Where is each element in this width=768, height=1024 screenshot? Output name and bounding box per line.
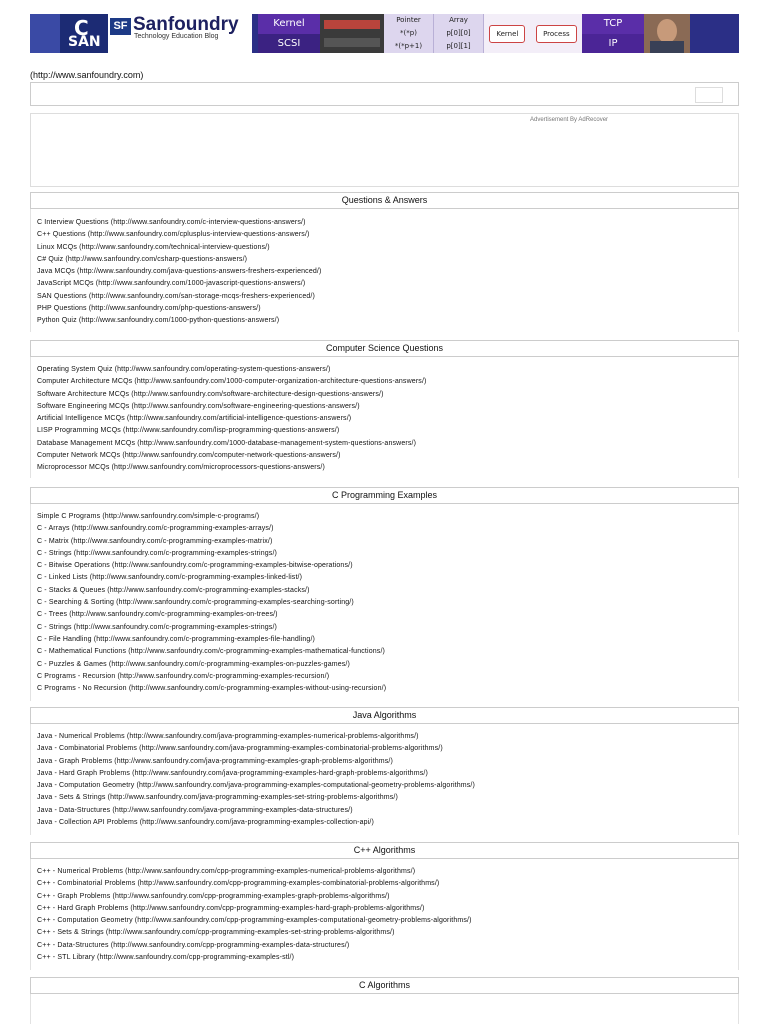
list-item[interactable]: JavaScript MCQs (http://www.sanfoundry.com/1000-javascript-questions-answers/) [37,280,306,288]
list-item[interactable]: C - Bitwise Operations (http://www.sanfoundry.com/c-programming-examples-bitwise-operations/) [37,562,353,570]
list-item[interactable]: Java - Sets & Strings (http://www.sanfoundry.com/java-programming-examples-set-string-problems-algorithms/) [37,794,398,802]
section-box [30,993,739,1024]
list-item[interactable]: C++ - Data-Structures (http://www.sanfoundry.com/cpp-programming-examples-data-structures/) [37,941,350,949]
ptr-cell: p[0][1] [434,40,484,53]
c-san-logo[interactable] [30,14,108,53]
scsi-label: SCSI [258,34,320,54]
site-banner[interactable] [30,14,739,53]
list-item[interactable]: Java - Numerical Problems (http://www.sanfoundry.com/java-programming-examples-numerical-problems-algorithms/) [37,733,419,740]
list-item[interactable]: Python Quiz (http://www.sanfoundry.com/1000-python-questions-answers/) [37,317,280,325]
section-heading: C Programming Examples [30,487,739,504]
kernel-box: Kernel [489,25,525,43]
list-item[interactable]: Java - Hard Graph Problems (http://www.sanfoundry.com/java-programming-examples-hard-graph-problems-algorithms/) [37,769,428,777]
section-link-list [37,217,322,328]
pointer-array-tile[interactable] [384,14,484,53]
list-item[interactable]: C# Quiz (http://www.sanfoundry.com/csharp-questions-answers/) [37,255,248,263]
list-item[interactable]: C - Searching & Sorting (http://www.sanfoundry.com/c-programming-examples-searching-sorting/) [37,599,354,607]
hardware-image [320,14,384,53]
list-item[interactable]: Computer Network MCQs (http://www.sanfoundry.com/computer-network-questions-answers/) [37,452,341,460]
list-item[interactable]: C++ - STL Library (http://www.sanfoundry.com/cpp-programming-examples-stl/) [37,954,295,962]
list-item[interactable]: C - Stacks & Queues (http://www.sanfoundry.com/c-programming-examples-stacks/) [37,586,310,594]
kernel-scsi-tile[interactable] [258,14,320,53]
list-item[interactable]: Simple C Programs (http://www.sanfoundry.com/simple-c-programs/) [37,513,260,520]
section-link-list [37,731,475,829]
list-item[interactable]: Java MCQs (http://www.sanfoundry.com/java-questions-answers-freshers-experienced/) [37,268,322,276]
sf-badge: SF [110,18,131,35]
list-item[interactable]: Java - Graph Problems (http://www.sanfoundry.com/java-programming-examples-graph-problems-algorithms/) [37,757,393,765]
list-item[interactable]: C - File Handling (http://www.sanfoundry.com/c-programming-examples-file-handling/) [37,635,316,643]
ad-label: Advertisement By AdRecover [530,117,609,123]
list-item[interactable]: C++ - Sets & Strings (http://www.sanfoundry.com/cpp-programming-examples-set-string-problems-algorithms/) [37,929,395,937]
list-item[interactable]: C - Linked Lists (http://www.sanfoundry.com/c-programming-examples-linked-list/) [37,574,303,582]
photo-face [657,19,677,43]
logo-c-text: C [74,16,89,40]
list-item[interactable]: C Interview Questions (http://www.sanfoundry.com/c-interview-questions-answers/) [37,219,306,226]
list-item[interactable]: Java - Computation Geometry (http://www.sanfoundry.com/java-programming-examples-computational-geometry-problems-algorithms/) [37,782,476,790]
section-link-list [37,364,427,475]
list-item[interactable]: C - Arrays (http://www.sanfoundry.com/c-programming-examples-arrays/) [37,525,274,533]
banner-fill [690,14,739,53]
list-item[interactable]: C - Puzzles & Games (http://www.sanfoundry.com/c-programming-examples-on-puzzles-games/) [37,660,351,668]
list-item[interactable]: Database Management MCQs (http://www.sanfoundry.com/1000-database-management-system-questions-answers/) [37,439,417,447]
list-item[interactable]: Artificial Intelligence MCQs (http://www.sanfoundry.com/artificial-intelligence-questions-answers/) [37,415,352,423]
list-item[interactable]: Java - Collection API Problems (http://www.sanfoundry.com/java-programming-examples-collection-api/) [37,819,374,827]
sanfoundry-logo[interactable] [108,14,252,53]
ptr-cell: *(*p+1) [384,40,434,53]
kernel-process-tile[interactable] [484,14,582,53]
list-item[interactable]: C Programs - Recursion (http://www.sanfoundry.com/c-programming-examples-recursion/) [37,672,330,680]
list-item[interactable]: C++ - Combinatorial Problems (http://www.sanfoundry.com/cpp-programming-examples-combinatorial-problems-algorithms/) [37,880,440,888]
tcp-ip-tile[interactable] [582,14,644,53]
section-heading: C++ Algorithms [30,842,739,859]
list-item[interactable]: C - Mathematical Functions (http://www.sanfoundry.com/c-programming-examples-mathematical-functions/) [37,648,386,656]
brand-tagline: Technology Education Blog [134,33,219,40]
list-item[interactable]: C++ - Hard Graph Problems (http://www.sanfoundry.com/cpp-programming-examples-hard-graph-problems-algorithms/) [37,904,425,912]
section-link-list [37,511,386,695]
list-item[interactable]: Java - Combinatorial Problems (http://www.sanfoundry.com/java-programming-examples-combinatorial-problems-algorithms/) [37,745,443,753]
ptr-cell: *(*p) [384,27,434,40]
list-item[interactable]: C - Trees (http://www.sanfoundry.com/c-programming-examples-on-trees/) [37,611,278,619]
author-photo[interactable] [644,14,690,53]
tcp-label: TCP [582,14,644,34]
logo-san-text: SAN [68,34,101,50]
list-item[interactable]: C++ - Numerical Problems (http://www.sanfoundry.com/cpp-programming-examples-numerical-problems-algorithms/) [37,868,416,875]
list-item[interactable]: C - Strings (http://www.sanfoundry.com/c-programming-examples-strings/) [37,549,278,557]
list-item[interactable]: C++ - Graph Problems (http://www.sanfoundry.com/cpp-programming-examples-graph-problems-algorithms/) [37,892,390,900]
list-item[interactable]: PHP Questions (http://www.sanfoundry.com/php-questions-answers/) [37,305,261,313]
section-heading: Questions & Answers [30,192,739,209]
list-item[interactable]: Java - Data-Structures (http://www.sanfoundry.com/java-programming-examples-data-structures/) [37,806,353,814]
list-item[interactable]: Software Engineering MCQs (http://www.sanfoundry.com/software-engineering-questions-answers/) [37,402,360,410]
search-button[interactable] [695,87,723,103]
hardware-bar-grey [324,38,380,47]
list-item[interactable]: C++ - Computation Geometry (http://www.sanfoundry.com/cpp-programming-examples-computational-geometry-problems-algorithms/) [37,917,472,925]
list-item[interactable]: Linux MCQs (http://www.sanfoundry.com/technical-interview-questions/) [37,243,270,251]
site-url-link[interactable]: (http://www.sanfoundry.com) [30,70,144,80]
search-bar[interactable] [30,82,739,106]
list-item[interactable]: C - Strings (http://www.sanfoundry.com/c-programming-examples-strings/) [37,623,278,631]
photo-body [650,41,684,53]
list-item[interactable]: Computer Architecture MCQs (http://www.sanfoundry.com/1000-computer-organization-architecture-questions-answers/) [37,378,427,386]
list-item[interactable]: C - Matrix (http://www.sanfoundry.com/c-programming-examples-matrix/) [37,537,273,545]
ptr-cell: Array [434,14,484,27]
ptr-cell: p[0][0] [434,27,484,40]
list-item[interactable]: SAN Questions (http://www.sanfoundry.com/san-storage-mcqs-freshers-experienced/) [37,292,315,300]
ad-container [30,113,739,187]
list-item[interactable]: Microprocessor MCQs (http://www.sanfoundry.com/microprocessors-questions-answers/) [37,464,325,472]
list-item[interactable]: LISP Programming MCQs (http://www.sanfoundry.com/lisp-programming-questions-answers/) [37,427,340,435]
logo-block [30,14,60,53]
section-heading: Computer Science Questions [30,340,739,357]
list-item[interactable]: C Programs - No Recursion (http://www.sanfoundry.com/c-programming-examples-without-using-recursion/) [37,685,387,693]
list-item[interactable]: C++ Questions (http://www.sanfoundry.com/cplusplus-interview-questions-answers/) [37,231,310,239]
hardware-bar-red [324,20,380,29]
ip-label: IP [582,34,644,54]
section-heading: Java Algorithms [30,707,739,724]
list-item[interactable]: Software Architecture MCQs (http://www.sanfoundry.com/software-architecture-design-questions-answers/) [37,390,384,398]
section-heading: C Algorithms [30,977,739,994]
section-link-list [37,866,472,964]
list-item[interactable]: Operating System Quiz (http://www.sanfoundry.com/operating-system-questions-answers/) [37,366,331,373]
process-box: Process [536,25,577,43]
kernel-label: Kernel [258,14,320,34]
brand-name: Sanfoundry [133,14,239,35]
ptr-cell: Pointer [384,14,434,27]
